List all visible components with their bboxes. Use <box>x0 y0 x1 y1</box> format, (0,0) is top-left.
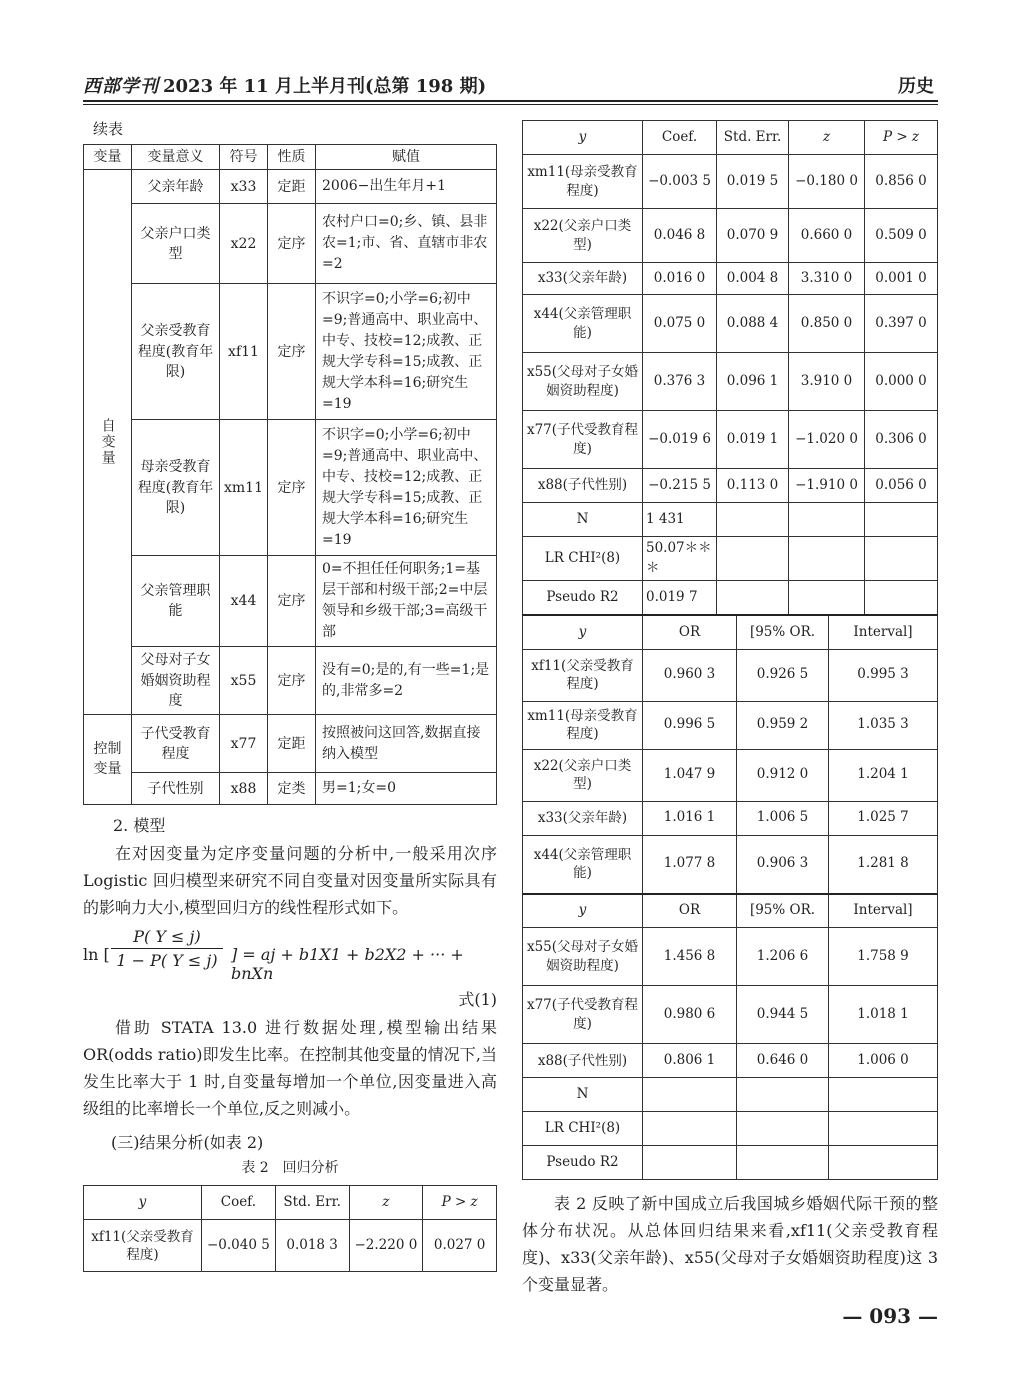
table-row <box>523 1146 938 1180</box>
table-cell: x22 <box>220 204 268 284</box>
table-cell: x22(父亲户口类型) <box>523 749 643 801</box>
table-cell: 0.959 2 <box>737 701 829 749</box>
table-cell: x44(父亲管理职能) <box>523 295 643 353</box>
left-column <box>83 118 497 1272</box>
table-cell <box>865 537 938 581</box>
table-header-row <box>84 1186 497 1220</box>
issue-info: 2023 年 11 月上半月刊(总第 198 期) <box>163 76 487 97</box>
table-row <box>84 715 497 773</box>
table-cell <box>737 1146 829 1180</box>
continued-label: 续表 <box>93 120 124 138</box>
table-cell: 1.204 1 <box>829 749 938 801</box>
table-cell: 3.310 0 <box>789 263 865 295</box>
table-cell: xf11 <box>220 284 268 420</box>
table-cell: 定序 <box>268 284 316 420</box>
table-header-cell: OR <box>643 894 737 928</box>
table-row <box>523 353 938 411</box>
table-cell: 不识字=0;小学=6;初中=9;普通高中、职业高中、中专、技校=12;成教、正规大学专科=15;成教、正规大学本科=16;研究生=19 <box>316 284 497 420</box>
table-header-cell: z <box>789 121 865 155</box>
table-cell: x77(子代受教育程度) <box>523 986 643 1044</box>
table-cell: 定序 <box>268 556 316 647</box>
table-cell: 父亲管理职能 <box>132 556 220 647</box>
table-cell <box>789 537 865 581</box>
paragraph: 在对因变量为定序变量问题的分析中,一般采用次序 Logistic 回归模型来研究不同自变量对因变量所实际具有的影响力大小,模型回归方的线性程形式如下。 <box>83 844 497 918</box>
table-cell <box>643 1146 737 1180</box>
table-cell: 定距 <box>268 170 316 204</box>
table-cell: 子代受教育程度 <box>132 715 220 773</box>
table-cell: −0.019 6 <box>643 411 717 469</box>
table-cell: LR CHI²(8) <box>523 537 643 581</box>
table-caption-number: 表 2 <box>241 1160 269 1177</box>
table-cell: 0.070 9 <box>717 209 789 263</box>
table-cell: 定类 <box>268 773 316 805</box>
table-header-cell: Interval] <box>829 894 938 928</box>
table-cell: x33(父亲年龄) <box>523 801 643 835</box>
table-header-cell: y <box>523 894 643 928</box>
table-cell: 1.035 3 <box>829 701 938 749</box>
table-row <box>84 170 497 204</box>
table-cell: x55(父母对子女婚姻资助程度) <box>523 353 643 411</box>
table-header-row <box>523 615 938 649</box>
table-cell: x88(子代性别) <box>523 469 643 503</box>
table-cell <box>829 1078 938 1112</box>
table-header-cell: [95% OR. <box>737 615 829 649</box>
table-cell: 定距 <box>268 715 316 773</box>
table-cell: 1 431 <box>643 503 717 537</box>
table-cell: 0.088 4 <box>717 295 789 353</box>
table-caption-title: 回归分析 <box>282 1160 339 1177</box>
table-cell: x33(父亲年龄) <box>523 263 643 295</box>
formula-numerator: P( Y ≤ j) <box>111 927 223 949</box>
table-cell: 0.944 5 <box>737 986 829 1044</box>
table-cell: 0.306 0 <box>865 411 938 469</box>
table-cell: 0.912 0 <box>737 749 829 801</box>
table-header-cell: Coef. <box>643 121 717 155</box>
table-cell: 0.806 1 <box>643 1044 737 1078</box>
table-cell: 1.206 6 <box>737 928 829 986</box>
table-cell <box>865 503 938 537</box>
table-cell: 定序 <box>268 420 316 556</box>
table-cell: 0.019 1 <box>717 411 789 469</box>
table-cell: 0.926 5 <box>737 649 829 701</box>
table-cell <box>717 503 789 537</box>
table-header-row <box>84 145 497 170</box>
table-header-cell: Std. Err. <box>717 121 789 155</box>
table-cell: x77(子代受教育程度) <box>523 411 643 469</box>
table-cell: 1.758 9 <box>829 928 938 986</box>
table-cell <box>717 581 789 615</box>
table-row <box>523 649 938 701</box>
table-cell: 0.996 5 <box>643 701 737 749</box>
table-cell: xf11(父亲受教育程度) <box>84 1220 202 1272</box>
table-cell: 0=不担任任何职务;1=基层干部和村级干部;2=中层领导和乡级干部;3=高级干部 <box>316 556 497 647</box>
table-cell: 1.456 8 <box>643 928 737 986</box>
table-cell: Pseudo R2 <box>523 1146 643 1180</box>
table-cell: −2.220 0 <box>349 1220 423 1272</box>
table-row <box>523 209 938 263</box>
right-column <box>522 120 938 1298</box>
table-cell: −1.910 0 <box>789 469 865 503</box>
table-cell: 0.046 8 <box>643 209 717 263</box>
table-cell: 0.376 3 <box>643 353 717 411</box>
table-row <box>523 1044 938 1078</box>
header-rule <box>83 100 938 102</box>
table-cell: N <box>523 503 643 537</box>
table-header-cell: OR <box>643 615 737 649</box>
table-cell: 50.07＊＊＊ <box>643 537 717 581</box>
variable-table <box>83 144 497 805</box>
table-cell: 定序 <box>268 204 316 284</box>
table-cell: 0.096 1 <box>717 353 789 411</box>
formula-denominator: 1 − P( Y ≤ j) <box>116 951 218 971</box>
table-cell: 0.646 0 <box>737 1044 829 1078</box>
regression-table-right <box>522 120 938 615</box>
table-header-cell: P > z <box>423 1186 497 1220</box>
table-cell: 不识字=0;小学=6;初中=9;普通高中、职业高中、中专、技校=12;成教、正规大学专科=15;成教、正规大学本科=16;研究生=19 <box>316 420 497 556</box>
table-row <box>84 204 497 284</box>
table-cell: 按照被问这回答,数据直接纳入模型 <box>316 715 497 773</box>
table-cell: x55(父母对子女婚姻资助程度) <box>523 928 643 986</box>
table-cell: 1.281 8 <box>829 835 938 893</box>
formula-number: 式(1) <box>458 990 497 1010</box>
table-cell: 1.006 5 <box>737 801 829 835</box>
table-row <box>84 1220 497 1272</box>
table-cell: 没有=0;是的,有一些=1;是的,非常多=2 <box>316 647 497 715</box>
table-row <box>523 581 938 615</box>
table-row <box>523 503 938 537</box>
table-header-cell: Std. Err. <box>275 1186 349 1220</box>
table-cell <box>643 1078 737 1112</box>
table-cell: −0.003 5 <box>643 155 717 209</box>
table-row <box>523 749 938 801</box>
table-cell: 子代性别 <box>132 773 220 805</box>
table-cell <box>737 1078 829 1112</box>
table-header-row <box>523 121 938 155</box>
table-cell <box>865 581 938 615</box>
table-cell <box>829 1146 938 1180</box>
table-row <box>84 556 497 647</box>
table-header-row <box>523 894 938 928</box>
table-cell: −0.040 5 <box>202 1220 276 1272</box>
table-header-cell: 性质 <box>268 145 316 170</box>
table-cell: 父母对子女婚姻资助程度 <box>132 647 220 715</box>
paragraph: 表 2 反映了新中国成立后我国城乡婚姻代际干预的整体分布状况。从总体回归结果来看,xf11(父亲受教育程度)、x33(父亲年龄)、x55(父母对子女婚姻资助程度)这 3 个变量显著。 <box>522 1194 938 1295</box>
table-cell: −0.215 5 <box>643 469 717 503</box>
table-header-cell: Interval] <box>829 615 938 649</box>
table-cell: x44 <box>220 556 268 647</box>
table-cell: 0.027 0 <box>423 1220 497 1272</box>
table-cell: xf11(父亲受教育程度) <box>523 649 643 701</box>
table-cell: −1.020 0 <box>789 411 865 469</box>
table-cell: 0.016 0 <box>643 263 717 295</box>
paragraph: 借助 STATA 13.0 进行数据处理,模型输出结果 OR(odds ratio)即发生比率。在控制其他变量的情况下,当发生比率大于 1 时,自变量每增加一个单位,因变量进入高级组的比率增长一个单位,反之则减小。 <box>83 1018 497 1119</box>
table-cell: 1.047 9 <box>643 749 737 801</box>
table-cell: 0.004 8 <box>717 263 789 295</box>
table-row <box>84 284 497 420</box>
table-cell: 定序 <box>268 647 316 715</box>
table-cell: 0.001 0 <box>865 263 938 295</box>
table-row <box>523 835 938 893</box>
table-row <box>84 773 497 805</box>
table-row <box>523 1078 938 1112</box>
table-row <box>523 928 938 986</box>
table-header-cell: z <box>349 1186 423 1220</box>
table-row <box>523 263 938 295</box>
table-cell: 1.016 1 <box>643 801 737 835</box>
table-row <box>523 986 938 1044</box>
formula-rhs: ] = aj + b1X1 + b2X2 + ··· + bnXn <box>231 945 464 984</box>
table-cell: x88(子代性别) <box>523 1044 643 1078</box>
table-caption <box>83 1157 497 1177</box>
table-cell: x44(父亲管理职能) <box>523 835 643 893</box>
formula-ln: ln [ <box>83 945 110 965</box>
table-row <box>523 537 938 581</box>
table-cell: x33 <box>220 170 268 204</box>
table-row <box>523 701 938 749</box>
table-cell: xm11(母亲受教育程度) <box>523 701 643 749</box>
table-row <box>523 155 938 209</box>
group-label: 自变量 <box>99 418 116 467</box>
table-cell: xm11(母亲受教育程度) <box>523 155 643 209</box>
table-cell: 0.980 6 <box>643 986 737 1044</box>
table-cell <box>737 1112 829 1146</box>
table-cell: 0.856 0 <box>865 155 938 209</box>
table-cell: Pseudo R2 <box>523 581 643 615</box>
table-cell: N <box>523 1078 643 1112</box>
table-cell: 1.077 8 <box>643 835 737 893</box>
table-cell <box>829 1112 938 1146</box>
table-cell: 父亲年龄 <box>132 170 220 204</box>
table-cell: 农村户口=0;乡、镇、县非农=1;市、省、直辖市非农=2 <box>316 204 497 284</box>
table-cell: 0.113 0 <box>717 469 789 503</box>
formula <box>83 927 497 987</box>
table-row <box>523 295 938 353</box>
table-cell: x88 <box>220 773 268 805</box>
table-cell: 1.006 0 <box>829 1044 938 1078</box>
table-header-cell: 变量意义 <box>132 145 220 170</box>
table-cell <box>643 1112 737 1146</box>
table-cell: 0.397 0 <box>865 295 938 353</box>
group-cell-independent <box>84 170 132 715</box>
table-row <box>84 647 497 715</box>
table-header-cell: y <box>523 121 643 155</box>
table-cell: 0.850 0 <box>789 295 865 353</box>
table-cell: 0.509 0 <box>865 209 938 263</box>
table-cell: 0.019 7 <box>643 581 717 615</box>
section-name: 历史 <box>898 76 934 97</box>
table-header-cell: 符号 <box>220 145 268 170</box>
table-cell: 0.960 3 <box>643 649 737 701</box>
table-cell: xm11 <box>220 420 268 556</box>
table-cell: LR CHI²(8) <box>523 1112 643 1146</box>
table-header-cell: 变量 <box>84 145 132 170</box>
table-row <box>523 411 938 469</box>
journal-logo: 西部学刊 <box>83 76 159 97</box>
table-cell: 母亲受教育程度(教育年限) <box>132 420 220 556</box>
table-header-cell: 赋值 <box>316 145 497 170</box>
odds-ratio-table-a <box>522 614 938 894</box>
table-cell: x77 <box>220 715 268 773</box>
table-cell: −0.180 0 <box>789 155 865 209</box>
table-cell: 父亲户口类型 <box>132 204 220 284</box>
section-heading-model: 2. 模型 <box>113 816 166 836</box>
table-cell <box>717 537 789 581</box>
table-cell: 0.000 0 <box>865 353 938 411</box>
odds-ratio-table-b <box>522 893 938 1181</box>
table-row <box>523 469 938 503</box>
header-rule-thin <box>83 104 938 105</box>
table-row <box>84 420 497 556</box>
table-cell: 0.906 3 <box>737 835 829 893</box>
table-cell <box>789 503 865 537</box>
formula-fraction <box>111 927 223 970</box>
table-cell: 1.025 7 <box>829 801 938 835</box>
table-cell: 男=1;女=0 <box>316 773 497 805</box>
table-cell <box>789 581 865 615</box>
group-label: 控制变量 <box>93 741 122 777</box>
table-cell: 0.019 5 <box>717 155 789 209</box>
table-header-cell: Coef. <box>202 1186 276 1220</box>
table-header-cell: [95% OR. <box>737 894 829 928</box>
section-heading-results: (三)结果分析(如表 2) <box>111 1133 264 1153</box>
table-cell: 0.075 0 <box>643 295 717 353</box>
table-row <box>523 801 938 835</box>
table-header-cell: P > z <box>865 121 938 155</box>
page-number: — 093 — <box>842 1304 938 1328</box>
table-cell: 2006−出生年月+1 <box>316 170 497 204</box>
table-header-cell: y <box>84 1186 202 1220</box>
table-cell: 1.018 1 <box>829 986 938 1044</box>
table-cell: x55 <box>220 647 268 715</box>
table-cell: 3.910 0 <box>789 353 865 411</box>
table-cell: 父亲受教育程度(教育年限) <box>132 284 220 420</box>
table-cell: 0.056 0 <box>865 469 938 503</box>
page-header <box>83 70 938 100</box>
table-row <box>523 1112 938 1146</box>
table-cell: x22(父亲户口类型) <box>523 209 643 263</box>
table-cell: 0.660 0 <box>789 209 865 263</box>
regression-table-left <box>83 1185 497 1272</box>
table-cell: 0.995 3 <box>829 649 938 701</box>
table-header-cell: y <box>523 615 643 649</box>
table-cell: 0.018 3 <box>275 1220 349 1272</box>
group-cell-control <box>84 715 132 805</box>
